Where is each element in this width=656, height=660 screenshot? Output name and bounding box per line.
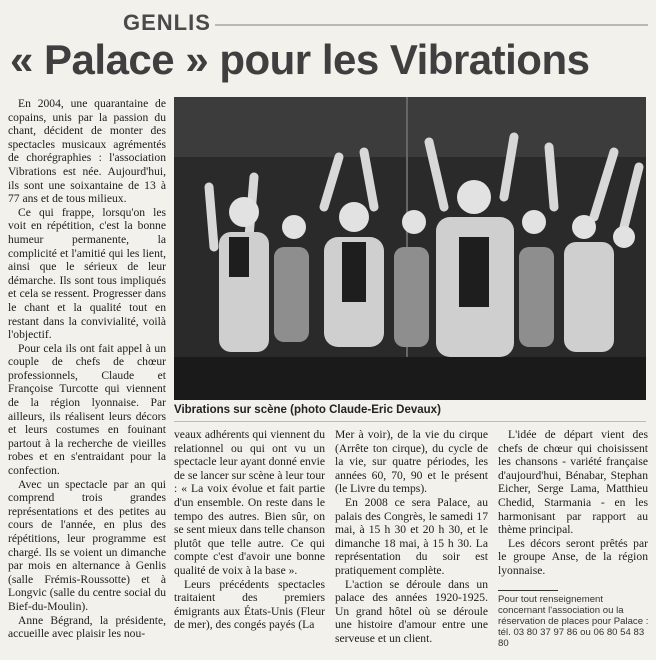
paragraph: L'action se déroule dans un palace des années 1920-1925. Un grand hôtel où se déroule une histoire d'amour entre une serveuse et un client. [335, 577, 488, 645]
paragraph: L'idée de départ vient des chefs de chœur qui choisissent les chansons - variété française d'aujourd'hui, Bénabar, Stephan Eicher, Serge Lama, Matthieu Chedid, Starmania - en les harmonisant par rapport au thème principal. [498, 428, 648, 537]
paragraph: Les décors seront prêtés par le groupe Anse, de la région lyonnaise. [498, 536, 648, 577]
article-column-3 [335, 428, 488, 646]
info-box: Pour tout renseignement concernant l'association ou la réservation de places pour Palace : tél. 03 80 37 97 86 ou 06 80 54 83 80 [498, 594, 649, 649]
article-photo [174, 97, 646, 400]
article-column-2 [174, 428, 325, 632]
paragraph: Anne Bégrand, la présidente, accueille avec plaisir les nou- [8, 613, 166, 641]
section-kicker: GENLIS [123, 10, 211, 35]
kicker-rule [215, 24, 648, 26]
paragraph: En 2008 ce sera Palace, au palais des Congrès, le samedi 17 mai, à 15 h 30 et 20 h 30, et le dimanche 18 mai, à 15 h 30. La représentation du soir est pratiquement complète. [335, 495, 488, 577]
photo-caption: Vibrations sur scène (photo Claude-Eric Devaux) [174, 404, 441, 416]
headline: « Palace » pour les Vibrations [10, 36, 590, 83]
caption-divider [174, 421, 646, 422]
article-column-1 [8, 97, 166, 641]
article-column-4 [498, 428, 648, 578]
paragraph: Leurs précédents spectacles traitaient des premiers émigrants aux États-Unis (Fleur de mer), des congés payés (La [174, 577, 325, 632]
paragraph: En 2004, une quarantaine de copains, unis par la passion du chant, décident de monter des spectacles musicaux agrémentés de chorégraphies : l'association Vibrations est née. Aujourd'hui, ils sont une soixantaine de 13 à 77 ans et de tous milieux. [8, 97, 166, 206]
paragraph: Pour cela ils ont fait appel à un couple de chefs de chœur professionnels, Claude et Françoise Turcotte qui viennent de la région lyonnaise. Par ailleurs, ils réalisent leurs décors et leurs costumes en fouinant partout à la recherche de vieilles robes et en s'entraidant pour la confection. [8, 341, 166, 478]
info-rule [498, 590, 558, 591]
choir-photo [174, 97, 646, 400]
paragraph: Ce qui frappe, lorsqu'on les voit en répétition, c'est la bonne humeur permanente, la complicité et l'amitié qui les lient, ainsi que le sérieux de leur démarche. Ils sont tous impliqués et cela se ressent. Progresser dans le chant et la qualité tout en restant dans la convivialité, voilà l'objectif. [8, 205, 166, 342]
paragraph: veaux adhérents qui viennent du relationnel ou qui ont vu un spectacle leur ayant donné envie de se lancer sur scène à leur tour : « La voix évolue et fait partie d'un ensemble. On reste dans le tempo des autres. Bien sûr, on se sent mieux dans telle chanson plutôt que telle autre. Ce qui compte c'est d'avoir une bonne qualité de voix à la base ». [174, 428, 326, 577]
paragraph: Mer à voir), de la vie du cirque (Arrête ton cirque), du cycle de la vie, sur quatre périodes, les années 60, 70, 90 et le présent (le Livre du temps). [335, 428, 488, 496]
paragraph: Avec un spectacle par an qui comprend trois grandes représentations et des petites au cours de l'année, en plus des répétitions, leur programme est chargé. Ils se voient un dimanche par mois en alternance à Genlis (salle Frémis-Roussotte) et à Longvic (salle du centre social du Bief-du-Moulin). [8, 477, 166, 613]
